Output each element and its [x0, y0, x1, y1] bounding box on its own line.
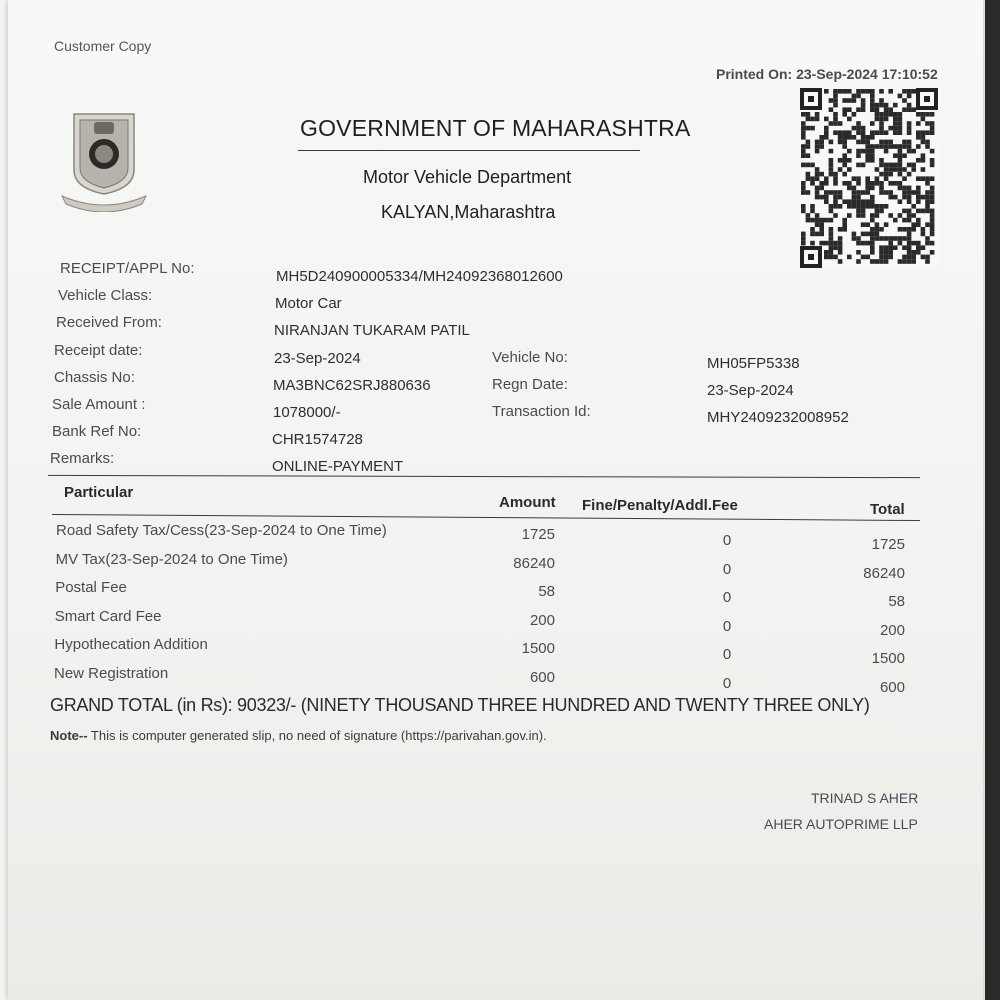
cell-amount: 600 — [529, 668, 555, 686]
dealer-name: TRINAD S AHER — [811, 790, 919, 806]
note-text: This is computer generated slip, no need of signature (https://parivahan.gov.in). — [87, 728, 547, 743]
cell-total: 58 — [888, 593, 905, 610]
table-top-rule — [48, 475, 920, 478]
detail-label: Chassis No: — [54, 369, 135, 386]
cell-particular: Road Safety Tax/Cess(23-Sep-2024 to One Time) — [56, 522, 387, 539]
copy-label: Customer Copy — [54, 38, 152, 54]
cell-amount: 1500 — [521, 640, 555, 657]
printed-on: Printed On: 23-Sep-2024 17:10:52 — [716, 66, 938, 82]
cell-particular: New Registration — [54, 664, 169, 682]
detail-label: Sale Amount : — [52, 396, 146, 413]
cell-fine: 0 — [722, 646, 732, 663]
state-emblem-icon — [56, 108, 152, 212]
cell-particular: MV Tax(23-Sep-2024 to One Time) — [55, 550, 288, 568]
cell-total: 1725 — [871, 536, 905, 553]
detail-label: Receipt date: — [54, 342, 143, 359]
detail-value: 23-Sep-2024 — [274, 350, 361, 367]
cell-amount: 86240 — [513, 554, 555, 572]
cell-total: 86240 — [863, 564, 905, 582]
detail-label: Vehicle No: — [492, 349, 568, 366]
detail-value: MHY2409232008952 — [707, 409, 849, 426]
detail-value: 1078000/- — [273, 404, 341, 421]
detail-value: NIRANJAN TUKARAM PATIL — [274, 322, 470, 339]
detail-value: MH05FP5338 — [707, 355, 800, 372]
department-name: Motor Vehicle Department — [363, 167, 572, 187]
grand-total: GRAND TOTAL (in Rs): 90323/- (NINETY THOUSAND THREE HUNDRED AND TWENTY THREE ONLY) — [50, 695, 870, 715]
department-location: KALYAN,Maharashtra — [381, 202, 556, 222]
detail-label: Received From: — [56, 314, 162, 331]
col-header-fine: Fine/Penalty/Addl.Fee — [582, 497, 738, 514]
detail-value: CHR1574728 — [272, 431, 363, 448]
detail-value: ONLINE-PAYMENT — [272, 458, 404, 475]
government-title: GOVERNMENT OF MAHARASHTRA — [300, 115, 691, 141]
qr-code-icon — [800, 88, 938, 268]
cell-fine: 0 — [722, 674, 732, 692]
detail-label: Remarks: — [50, 450, 115, 467]
title-underline — [298, 150, 640, 151]
detail-label: Regn Date: — [492, 376, 568, 393]
cell-total: 600 — [879, 678, 905, 696]
table-header-rule — [52, 514, 920, 521]
col-header-total: Total — [870, 501, 905, 518]
detail-label: RECEIPT/APPL No: — [60, 260, 195, 277]
detail-value: Motor Car — [275, 295, 342, 312]
cell-particular: Smart Card Fee — [54, 607, 162, 625]
detail-label: Transaction Id: — [492, 403, 591, 420]
note-line — [50, 728, 547, 743]
cell-amount: 200 — [529, 611, 555, 629]
detail-value: 23-Sep-2024 — [707, 382, 794, 399]
cell-particular: Postal Fee — [55, 579, 127, 596]
cell-fine: 0 — [722, 560, 732, 578]
col-header-amount: Amount — [499, 494, 556, 511]
detail-label: Vehicle Class: — [58, 287, 153, 304]
receipt-paper — [8, 0, 983, 1000]
cell-fine: 0 — [722, 617, 732, 635]
cell-particular: Hypothecation Addition — [54, 636, 208, 653]
cell-fine: 0 — [722, 589, 732, 606]
cell-total: 1500 — [871, 650, 905, 667]
note-prefix: Note-- — [50, 728, 88, 743]
cell-fine: 0 — [722, 532, 732, 549]
col-header-particular: Particular — [64, 484, 134, 501]
cell-amount: 58 — [538, 583, 555, 600]
detail-label: Bank Ref No: — [52, 423, 142, 440]
detail-value: MH5D240900005334/MH24092368012600 — [276, 268, 563, 285]
cell-amount: 1725 — [521, 526, 555, 543]
detail-value: MA3BNC62SRJ880636 — [273, 377, 431, 394]
cell-total: 200 — [879, 621, 905, 639]
dealer-company: AHER AUTOPRIME LLP — [764, 816, 918, 832]
